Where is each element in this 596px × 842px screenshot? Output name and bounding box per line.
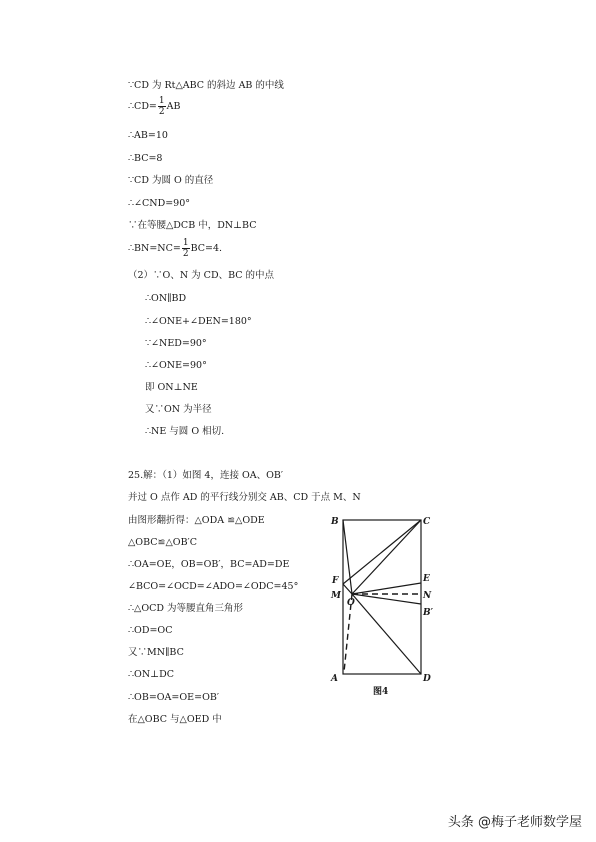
text-line: ∴OB=OA=OE=OB′ [128, 692, 219, 703]
text-line: ∴△OCD 为等腰直角三角形 [128, 603, 244, 614]
text-line: 并过 O 点作 AD 的平行线分别交 AB、CD 于点 M、N [128, 492, 361, 503]
text-line: ∴AB=10 [128, 130, 168, 141]
text-line: 由图形翻折得：△ODA ≌△ODE [128, 515, 265, 526]
label-n: N [423, 591, 432, 601]
text-line: ∠BCO=∠OCD=∠ADO=∠ODC=45° [128, 581, 299, 592]
text-line: 又∵ON 为半径 [145, 404, 212, 415]
text-line: ∴NE 与圆 O 相切. [145, 426, 225, 437]
text-line: △OBC≌△OB′C [128, 537, 197, 548]
text-line: ∴CD= $\frac{1}{2}$ AB [128, 96, 181, 117]
label-a: A [331, 674, 338, 684]
text-line: 在△OBC 与△OED 中 [128, 714, 222, 725]
label-m: M [331, 591, 341, 601]
text-line: ∴OD=OC [128, 625, 173, 636]
text-line: ∴∠ONE=90° [145, 360, 207, 371]
text-line: ∴∠ONE+∠DEN=180° [145, 316, 252, 327]
text-line: 即 ON⊥NE [145, 382, 198, 393]
segment-od [352, 594, 421, 674]
segment-ob-prime [352, 594, 421, 604]
text-line: ∵CD 为 Rt△ABC 的斜边 AB 的中线 [128, 80, 284, 91]
segment-oc [352, 520, 421, 594]
label-b: B [331, 517, 339, 527]
label-e: E [423, 574, 430, 584]
label-f: F [332, 576, 339, 586]
text-line: ∴BC=8 [128, 153, 163, 164]
text-line: ∵CD 为圆 O 的直径 [128, 175, 214, 186]
label-c: C [423, 517, 431, 527]
segment-cf [343, 520, 421, 584]
label-o: O [347, 598, 355, 608]
label-b-prime: B′ [423, 608, 433, 618]
text-line: ∵在等腰△DCB 中，DN⊥BC [128, 220, 257, 231]
label-d: D [423, 674, 431, 684]
text-line: ∴ON⊥DC [128, 669, 174, 680]
segment-oe [352, 583, 421, 594]
text-line: 又∵MN∥BC [128, 647, 184, 658]
geometry-figure [325, 510, 445, 700]
text-line: ∵∠NED=90° [145, 338, 207, 349]
watermark: 头条 @梅子老师数学屋 [447, 815, 582, 830]
text-line: 25.解：（1）如图 4，连接 OA、OB′ [128, 470, 284, 481]
figure-caption: 图4 [373, 687, 389, 697]
fraction: $\frac{1}{2}$ [158, 96, 165, 117]
text-line: （2）∵O、N 为 CD、BC 的中点 [128, 270, 275, 281]
text-line: ∴OA=OE，OB=OB′，BC=AD=DE [128, 559, 290, 570]
text-line: ∴ON∥BD [145, 293, 187, 304]
text-line: ∴BN=NC= $\frac{1}{2}$ BC=4. [128, 238, 223, 259]
text-line: ∴∠CND=90° [128, 198, 191, 209]
fraction: $\frac{1}{2}$ [182, 238, 189, 259]
